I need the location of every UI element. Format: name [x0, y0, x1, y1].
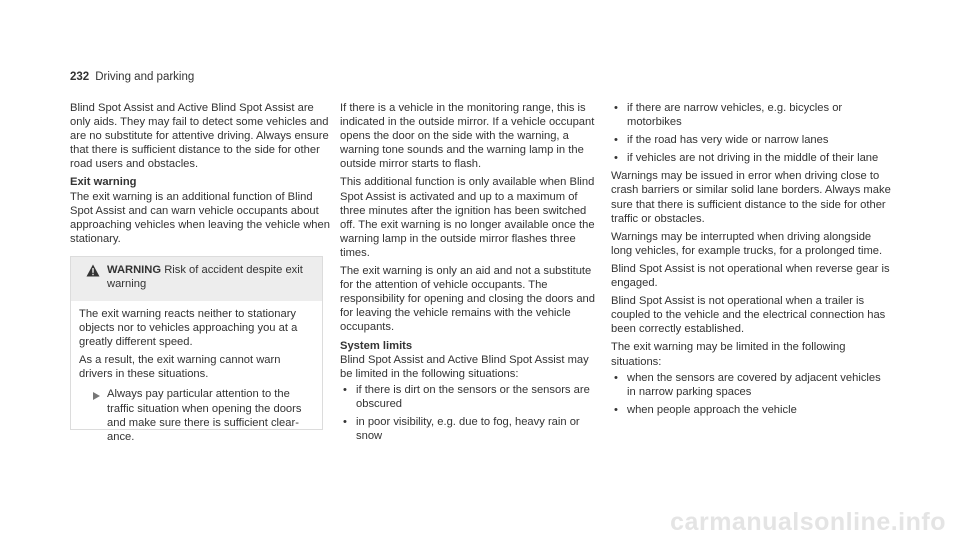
col3-paragraph-3: Blind Spot Assist is not operational when reverse gear is engaged.	[611, 262, 890, 290]
list-item-text: when the sensors are covered by adjacent vehicles in narrow parking spaces	[627, 371, 881, 398]
warning-box	[70, 256, 323, 443]
list-item	[611, 151, 891, 165]
list-item-text: if vehicles are not driving in the middle of their lane	[627, 152, 879, 165]
bullet-icon: •	[614, 102, 618, 114]
page-header	[70, 70, 194, 84]
bullet-icon: •	[614, 403, 618, 416]
warning-title-text: Risk of accident despite exit warning	[107, 264, 303, 291]
system-limits-intro: Blind Spot Assist and Active Blind Spot Assist may be limited in the following situations:	[340, 353, 589, 380]
watermark: carmanualsonline.info	[670, 507, 946, 536]
list-item-text: if the road has very wide or narrow lanes	[627, 134, 829, 147]
col2-paragraph-3: The exit warning is only an aid and not a substitute for the attention of vehicle occupants. The responsibility for opening and closing the doors and for leaving the vehicle remains with the vehicle occupants.	[340, 265, 595, 334]
list-item	[611, 403, 891, 417]
col2-paragraph-2: This additional function is only available when Blind Spot Assist is activated and up to a maximum of three minutes after the ignition has been switched off. The exit warning is no longer available once the warning lamp in the outside mirror flashes three times.	[340, 176, 595, 259]
warning-header	[71, 257, 322, 301]
column-2	[340, 101, 602, 447]
list-item-text: if there are narrow vehicles, e.g. bicycles or motorbikes	[627, 102, 843, 129]
list-item	[611, 371, 891, 399]
column-1	[70, 101, 332, 246]
warning-step-text: Always pay particular attention to the traffic situation when opening the doors and make sure there is sufficient clearance.	[107, 388, 302, 443]
bullet-icon: •	[614, 371, 618, 384]
system-limits-heading: System limits	[340, 339, 413, 352]
list-item	[340, 415, 602, 443]
warning-label: WARNING	[107, 264, 162, 276]
list-item-text: in poor visibility, e.g. due to fog, heavy rain or snow	[356, 415, 580, 443]
exit-warning-paragraph: The exit warning is an additional function of Blind Spot Assist and can warn vehicle occupants about approaching vehicles when leaving the vehicle when stationary.	[70, 190, 330, 245]
column-3	[611, 101, 891, 421]
system-limits-list	[340, 383, 602, 443]
warning-step	[79, 387, 314, 443]
exit-warning-limits-list	[611, 371, 891, 417]
list-item	[611, 133, 891, 147]
exit-warning-heading: Exit warning	[70, 176, 137, 189]
warning-triangle-icon	[79, 263, 107, 295]
warning-paragraph-2: As a result, the exit warning cannot warn drivers in these situations.	[79, 354, 281, 381]
bullet-icon: •	[343, 383, 347, 396]
bullet-icon: •	[343, 415, 347, 428]
list-item-text: when people approach the vehicle	[627, 403, 797, 416]
section-title: Driving and parking	[95, 71, 195, 83]
list-item	[611, 101, 891, 129]
col3-paragraph-2: Warnings may be interrupted when driving alongside long vehicles, for example trucks, for a prolonged time.	[611, 230, 883, 257]
list-item-text: if there is dirt on the sensors or the sensors are obscured	[356, 383, 590, 410]
page-number: 232	[70, 71, 90, 83]
limits-continued-list	[611, 101, 891, 165]
bullet-icon: •	[614, 134, 618, 147]
warning-body	[71, 301, 322, 444]
bullet-icon: •	[614, 152, 618, 165]
list-item	[340, 383, 602, 411]
intro-paragraph: Blind Spot Assist and Active Blind Spot Assist are only aids. They may fail to detect some vehicles and are no substitute for attentive driving. Always ensure that there is sufficient distance to the side for other road users and obstacles.	[70, 102, 329, 171]
col3-paragraph-4: Blind Spot Assist is not operational when a trailer is coupled to the vehicle and the electrical connection has been correctly established.	[611, 295, 886, 336]
warning-title	[107, 263, 314, 295]
warning-paragraph-1: The exit warning reacts neither to stationary objects nor to vehicles approaching you at a greatly different speed.	[79, 308, 298, 349]
col3-paragraph-5: The exit warning may be limited in the following situations:	[611, 341, 846, 368]
col2-paragraph-1: If there is a vehicle in the monitoring range, this is indicated in the outside mirror. If a vehicle occupant opens the door on the side with the warning, a warning tone sounds and the warning lamp in the outside mirror starts to flash.	[340, 102, 595, 171]
arrow-right-icon	[93, 390, 100, 404]
col3-paragraph-1: Warnings may be issued in error when driving close to crash barriers or similar solid lane borders. Always make sure that there is sufficient distance to the side for other traffic or obstacles.	[611, 170, 891, 225]
